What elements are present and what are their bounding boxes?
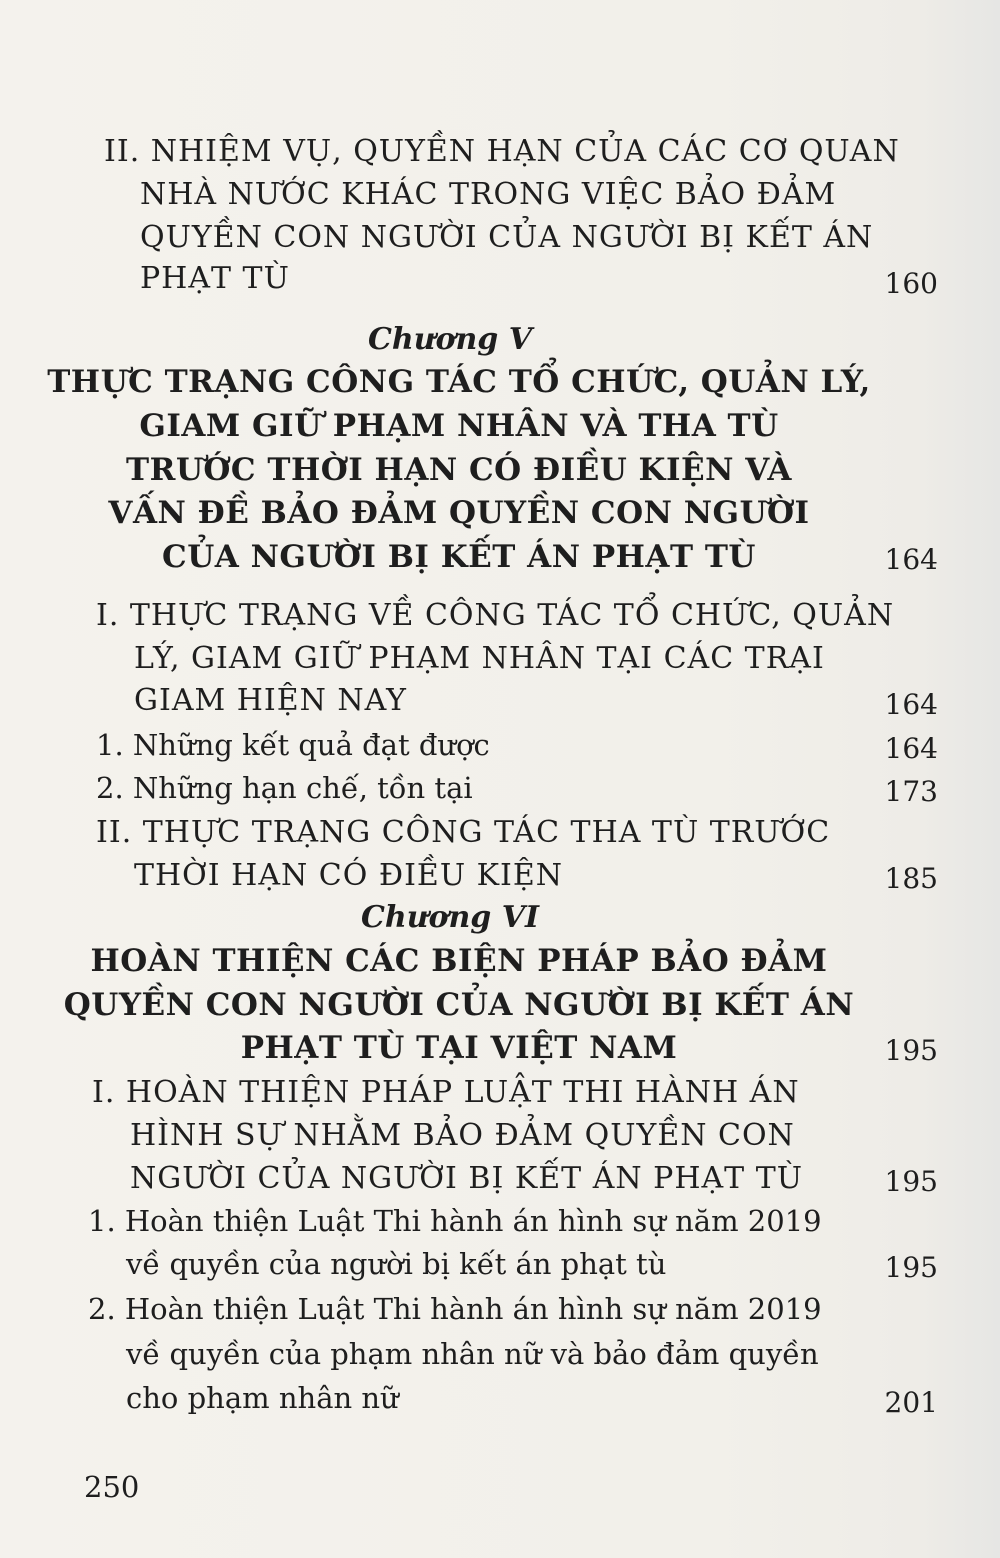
toc-page-number: 195 — [884, 1251, 938, 1284]
toc-entry-line: I. HOÀN THIỆN PHÁP LUẬT THI HÀNH ÁN — [92, 1075, 800, 1110]
toc-entry-line: cho phạm nhân nữ — [126, 1381, 399, 1415]
chapter-title-line: VẤN ĐỀ BẢO ĐẢM QUYỀN CON NGƯỜI — [108, 495, 810, 531]
toc-page-number: 164 — [884, 543, 938, 576]
toc-entry-line: LÝ, GIAM GIỮ PHẠM NHÂN TẠI CÁC TRẠI — [134, 641, 825, 676]
toc-page-number: 173 — [884, 775, 938, 808]
toc-page-number: 185 — [884, 862, 938, 895]
toc-entry-line: THỜI HẠN CÓ ĐIỀU KIỆN — [134, 858, 564, 893]
toc-page-number: 195 — [884, 1165, 938, 1198]
toc-entry-line: I. THỰC TRẠNG VỀ CÔNG TÁC TỔ CHỨC, QUẢN — [96, 598, 895, 633]
toc-entry-line: NHÀ NƯỚC KHÁC TRONG VIỆC BẢO ĐẢM — [140, 177, 837, 212]
chapter-title-line: QUYỀN CON NGƯỜI CỦA NGƯỜI BỊ KẾT ÁN — [63, 987, 855, 1023]
toc-entry-line: về quyền của phạm nhân nữ và bảo đảm quyền — [126, 1337, 819, 1371]
toc-entry-line: GIAM HIỆN NAY — [134, 683, 407, 718]
chapter-title-line: THỰC TRẠNG CÔNG TÁC TỔ CHỨC, QUẢN LÝ, — [47, 364, 871, 400]
toc-entry-line: II. NHIỆM VỤ, QUYỀN HẠN CỦA CÁC CƠ QUAN — [104, 134, 900, 169]
toc-entry-line: QUYỀN CON NGƯỜI CỦA NGƯỜI BỊ KẾT ÁN — [140, 220, 874, 255]
toc-entry-line: 2. Những hạn chế, tồn tại — [96, 771, 473, 805]
chapter-title-line: TRƯỚC THỜI HẠN CÓ ĐIỀU KIỆN VÀ — [126, 452, 792, 488]
page-folio-number: 250 — [84, 1470, 140, 1504]
chapter-label: Chương V — [367, 322, 533, 357]
toc-page-number: 164 — [884, 732, 938, 765]
chapter-label: Chương VI — [360, 900, 540, 935]
chapter-title-line: HOÀN THIỆN CÁC BIỆN PHÁP BẢO ĐẢM — [90, 943, 828, 979]
toc-entry-line: 1. Những kết quả đạt được — [96, 728, 490, 762]
toc-entry-line: PHẠT TÙ — [140, 261, 290, 296]
chapter-title-line: GIAM GIỮ PHẠM NHÂN VÀ THA TÙ — [139, 408, 779, 444]
chapter-title-line: CỦA NGƯỜI BỊ KẾT ÁN PHẠT TÙ — [162, 539, 756, 575]
toc-page-number: 201 — [884, 1386, 938, 1419]
chapter-title-line: PHẠT TÙ TẠI VIỆT NAM — [240, 1030, 678, 1066]
toc-page-number: 164 — [884, 688, 938, 721]
toc-entry-line: về quyền của người bị kết án phạt tù — [126, 1247, 667, 1281]
toc-entry-line: 1. Hoàn thiện Luật Thi hành án hình sự năm 2019 — [88, 1204, 822, 1238]
toc-entry-line: HÌNH SỰ NHẰM BẢO ĐẢM QUYỀN CON — [130, 1118, 795, 1153]
toc-page-number: 195 — [884, 1034, 938, 1067]
toc-entry-line: II. THỰC TRẠNG CÔNG TÁC THA TÙ TRƯỚC — [96, 815, 831, 850]
toc-entry-line: 2. Hoàn thiện Luật Thi hành án hình sự năm 2019 — [88, 1292, 822, 1326]
toc-page-number: 160 — [884, 267, 938, 300]
toc-entry-line: NGƯỜI CỦA NGƯỜI BỊ KẾT ÁN PHẠT TÙ — [130, 1161, 803, 1196]
